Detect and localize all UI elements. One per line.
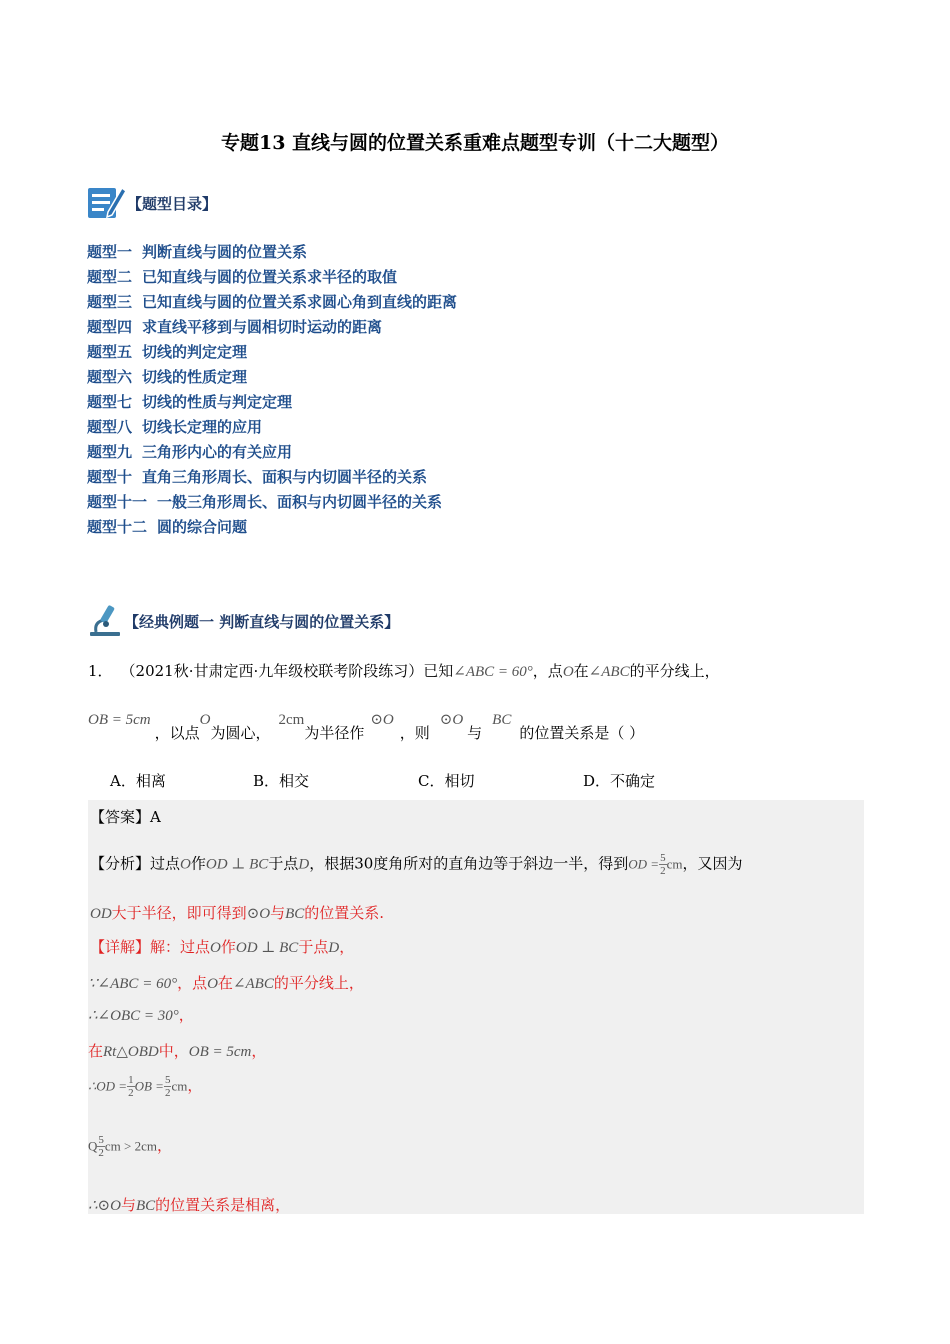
fraction: $\frac{5}{2}$ — [660, 852, 666, 877]
detail-line-7: ∴⊙O与BC的位置关系是相离， — [88, 1196, 291, 1214]
toc-item[interactable]: 题型一 判断直线与圆的位置关系 — [87, 243, 308, 261]
microscope-icon — [86, 602, 126, 638]
fraction: $\frac{1}{2}$ — [128, 1074, 134, 1099]
detail-line-2: ∵∠ABC = 60°，点O在∠ABC的平分线上， — [88, 974, 364, 992]
toc-item[interactable]: 题型十一 一般三角形周长、面积与内切圆半径的关系 — [87, 493, 443, 511]
toc-item[interactable]: 题型十二 圆的综合问题 — [87, 518, 248, 536]
toc-item[interactable]: 题型五 切线的判定定理 — [87, 343, 248, 361]
option-b[interactable]: B．相交 — [253, 772, 310, 790]
toc-item[interactable]: 题型十 直角三角形周长、面积与内切圆半径的关系 — [87, 468, 428, 486]
fraction: $\frac{5}{2}$ — [164, 1074, 171, 1099]
option-a[interactable]: A．相离 — [110, 772, 166, 790]
detail-line-3: ∴∠OBC = 30°， — [88, 1006, 194, 1024]
analysis-line-2: OD大于半径，即可得到⊙O与BC的位置关系. — [90, 904, 385, 922]
answer-line: 【答案】A — [90, 808, 161, 826]
toc-item[interactable]: 题型七 切线的性质与判定定理 — [87, 393, 293, 411]
edit-note-icon — [86, 182, 128, 222]
toc-list — [87, 240, 457, 540]
detail-line-6: Q $\frac{5}{2}$ cm > 2cm， — [88, 1134, 173, 1159]
toc-item[interactable]: 题型三 已知直线与圆的位置关系求圆心角到直线的距离 — [87, 293, 458, 311]
detail-line-1: 【详解】解：过点O作OD ⊥ BC于点D， — [90, 938, 355, 956]
analysis-line-1: 【分析】过点O作OD ⊥ BC于点D，根据30度角所对的直角边等于斜边一半，得到OD = $\frac{5}{2}$ cm，又因为 — [90, 852, 743, 877]
toc-item[interactable]: 题型八 切线长定理的应用 — [87, 418, 263, 436]
toc-item[interactable]: 题型九 三角形内心的有关应用 — [87, 443, 293, 461]
category-header: 【题型目录】 — [127, 195, 218, 213]
question-line-2: OB = 5cm，以点O为圆心，2cm为半径作⊙O，则⊙O与BC的位置关系是（ ） — [88, 712, 645, 742]
page-title: 专题13 直线与圆的位置关系重难点题型专训（十二大题型） — [220, 132, 730, 154]
example-header: 【经典例题一 判断直线与圆的位置关系】 — [124, 613, 400, 631]
fraction: $\frac{5}{2}$ — [98, 1134, 104, 1159]
option-c[interactable]: C．相切 — [418, 772, 475, 790]
detail-line-5: ∴OD = $\frac{1}{2}$ OB = $\frac{5}{2}$ cm， — [88, 1074, 203, 1099]
option-d[interactable]: D．不确定 — [583, 772, 656, 790]
question-line-1: 1． （2021秋·甘肃定西·九年级校联考阶段练习）已知∠ABC = 60°，点O在∠ABC的平分线上， — [88, 662, 720, 680]
detail-line-4: 在Rt△OBD中，OB = 5cm， — [88, 1042, 267, 1060]
toc-item[interactable]: 题型二 已知直线与圆的位置关系求半径的取值 — [87, 268, 398, 286]
toc-item[interactable]: 题型四 求直线平移到与圆相切时运动的距离 — [87, 318, 383, 336]
toc-item[interactable]: 题型六 切线的性质定理 — [87, 368, 248, 386]
